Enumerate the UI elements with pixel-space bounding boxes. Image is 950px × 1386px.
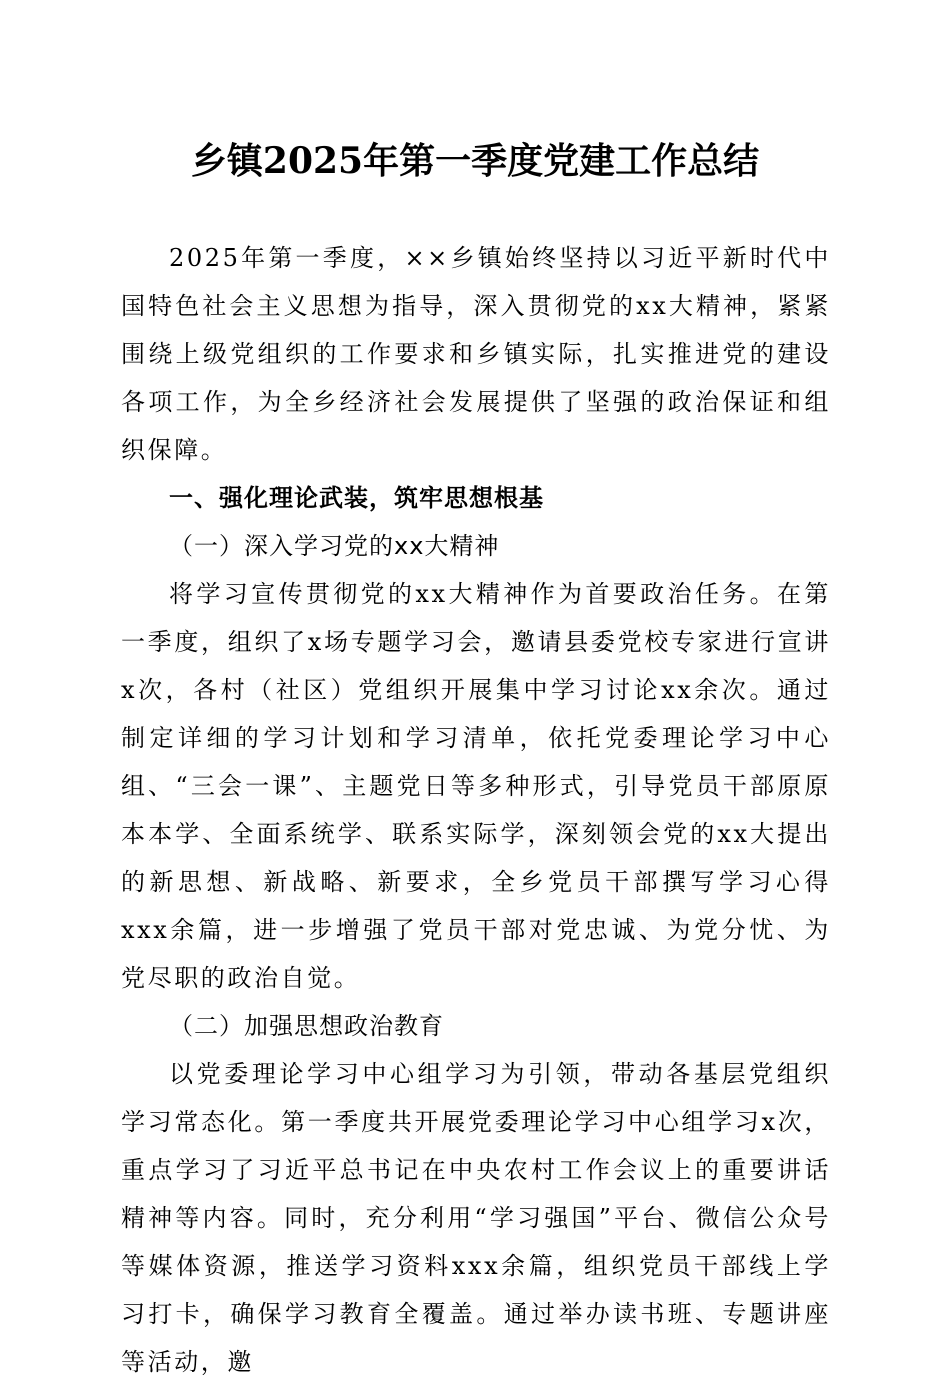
subsection-heading-2: （二）加强思想政治教育: [169, 1012, 444, 1040]
subsection-1-paragraph: 将学习宣传贯彻党的xx大精神作为首要政治任务。在第一季度，组织了x场专题学习会，邀请县委党校专家进行宣讲x次，各村（社区）党组织开展集中学习讨论xx余次。通过制定详细的学习计划和学习清单，依托党委理论学习中心组、“三会一课”、主题党日等多种形式，引导党员干部原原本本学、全面系统学、联系实际学，深刻领会党的xx大提出的新思想、新战略、新要求，全乡党员干部撰写学习心得xxx余篇，进一步增强了党员干部对党忠诚、为党分忧、为党尽职的政治自觉。: [121, 580, 831, 992]
document-body: [121, 234, 831, 1386]
document-title: 乡镇2025年第一季度党建工作总结: [190, 140, 760, 182]
subsection-2-paragraph: 以党委理论学习中心组学习为引领，带动各基层党组织学习常态化。第一季度共开展党委理论学习中心组学习x次，重点学习了习近平总书记在中央农村工作会议上的重要讲话精神等内容。同时，充分利用“学习强国”平台、微信公众号等媒体资源，推送学习资料xxx余篇，组织党员干部线上学习打卡，确保学习教育全覆盖。通过举办读书班、专题讲座等活动，邀: [121, 1060, 831, 1376]
intro-paragraph: 2025年第一季度，××乡镇始终坚持以习近平新时代中国特色社会主义思想为指导，深入贯彻党的xx大精神，紧紧围绕上级党组织的工作要求和乡镇实际，扎实推进党的建设各项工作，为全乡经济社会发展提供了坚强的政治保证和组织保障。: [121, 244, 831, 464]
section-heading-1: 一、强化理论武装，筑牢思想根基: [169, 484, 544, 512]
subsection-heading-1: （一）深入学习党的xx大精神: [169, 532, 500, 560]
